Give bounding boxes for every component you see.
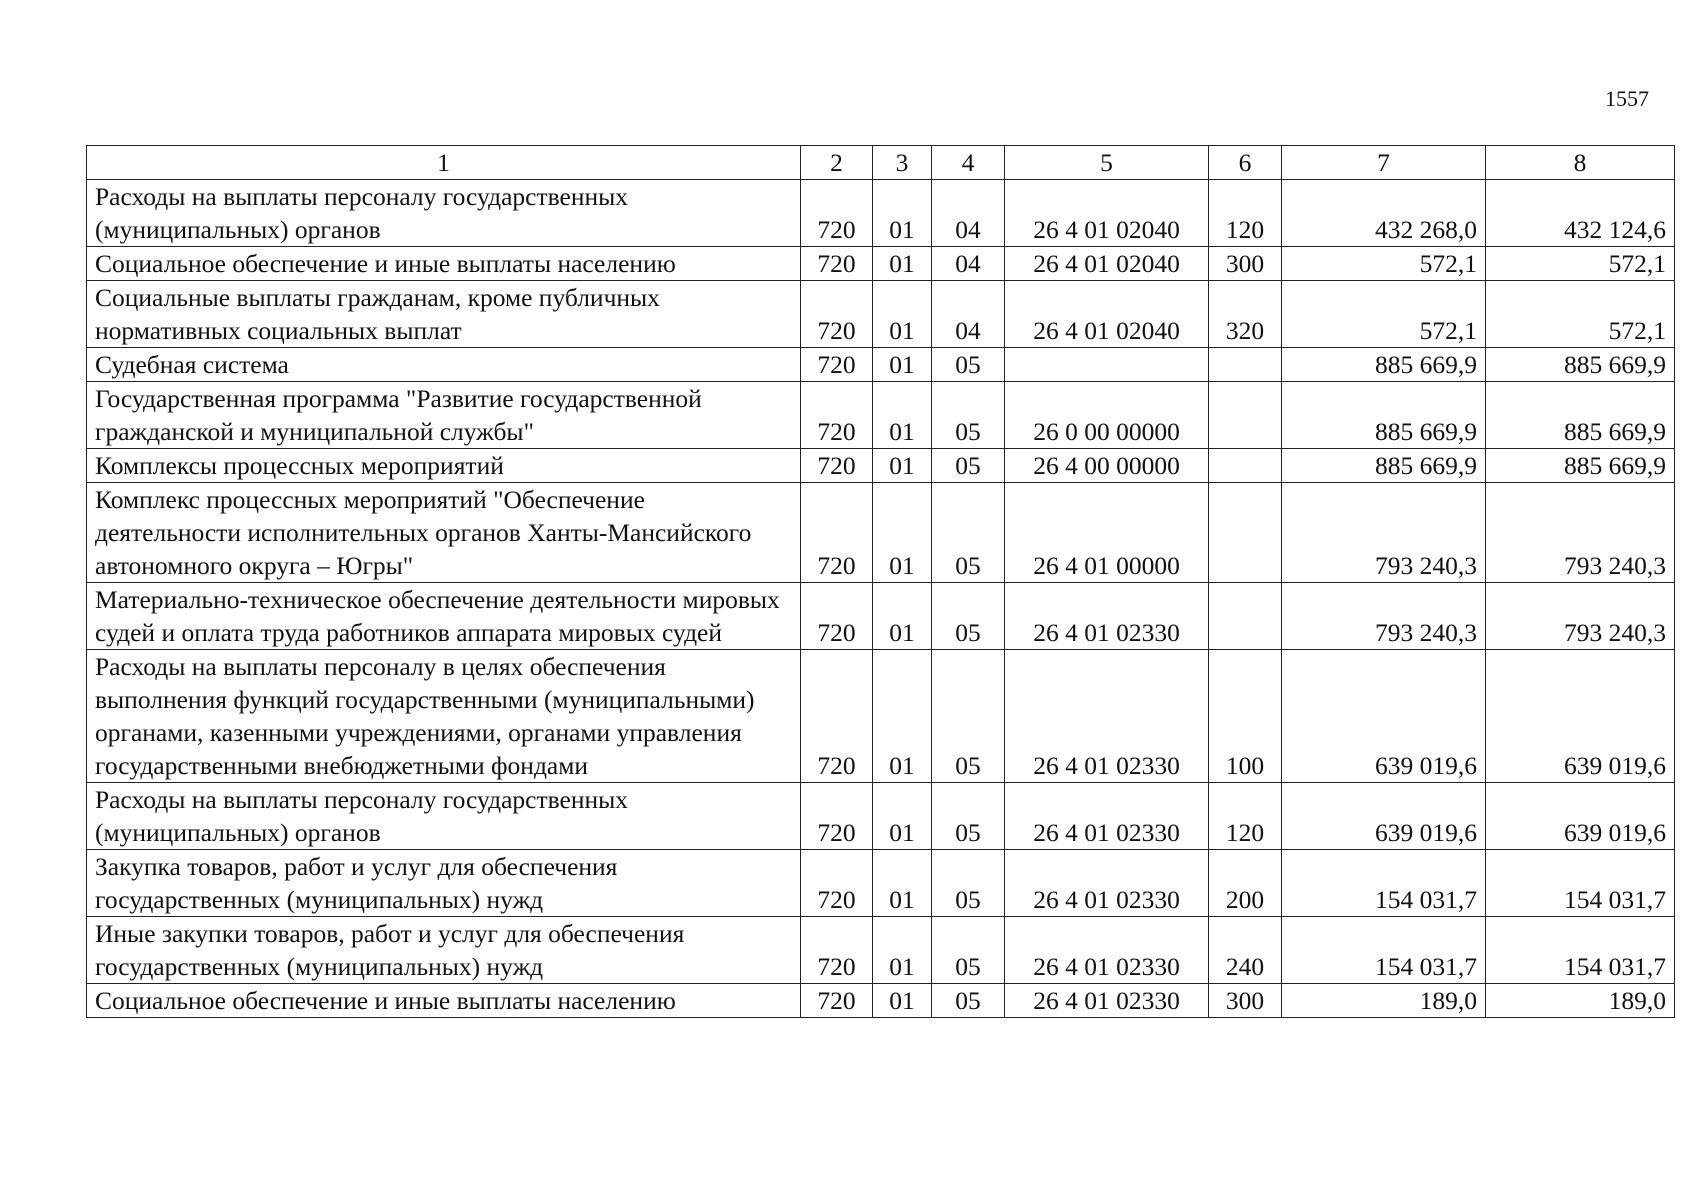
table-row bbox=[87, 247, 1675, 281]
cell-col-6 bbox=[1209, 382, 1282, 449]
cell-col-4: 04 bbox=[932, 180, 1005, 247]
column-header-4: 4 bbox=[932, 146, 1005, 180]
cell-col-2: 720 bbox=[801, 850, 873, 917]
cell-col-2: 720 bbox=[801, 449, 873, 483]
row-name-cell: Закупка товаров, работ и услуг для обеспечения государственных (муниципальных) нужд bbox=[87, 850, 801, 917]
table-row bbox=[87, 180, 1675, 247]
cell-col-3: 01 bbox=[873, 449, 932, 483]
cell-col-4: 05 bbox=[932, 850, 1005, 917]
cell-col-2: 720 bbox=[801, 650, 873, 783]
cell-col-8: 189,0 bbox=[1486, 984, 1675, 1018]
cell-col-8: 793 240,3 bbox=[1486, 583, 1675, 650]
cell-col-2: 720 bbox=[801, 917, 873, 984]
column-header-8: 8 bbox=[1486, 146, 1675, 180]
table-row bbox=[87, 483, 1675, 583]
cell-col-3: 01 bbox=[873, 917, 932, 984]
cell-col-3: 01 bbox=[873, 281, 932, 348]
row-name-cell: Материально-техническое обеспечение деятельности мировых судей и оплата труда работников аппарата мировых судей bbox=[87, 583, 801, 650]
table-row bbox=[87, 650, 1675, 783]
cell-col-4: 05 bbox=[932, 783, 1005, 850]
cell-col-2: 720 bbox=[801, 180, 873, 247]
cell-col-7: 885 669,9 bbox=[1282, 382, 1486, 449]
cell-col-8: 432 124,6 bbox=[1486, 180, 1675, 247]
row-name-cell: Иные закупки товаров, работ и услуг для обеспечения государственных (муниципальных) нужд bbox=[87, 917, 801, 984]
column-header-7: 7 bbox=[1282, 146, 1486, 180]
cell-col-4: 05 bbox=[932, 348, 1005, 382]
table-row bbox=[87, 783, 1675, 850]
cell-col-8: 885 669,9 bbox=[1486, 348, 1675, 382]
cell-col-7: 154 031,7 bbox=[1282, 917, 1486, 984]
cell-col-8: 572,1 bbox=[1486, 281, 1675, 348]
cell-col-8: 885 669,9 bbox=[1486, 382, 1675, 449]
cell-col-4: 05 bbox=[932, 449, 1005, 483]
cell-col-6: 200 bbox=[1209, 850, 1282, 917]
table-row bbox=[87, 984, 1675, 1018]
table-row bbox=[87, 281, 1675, 348]
row-name-cell: Расходы на выплаты персоналу государственных (муниципальных) органов bbox=[87, 180, 801, 247]
cell-col-2: 720 bbox=[801, 348, 873, 382]
column-header-3: 3 bbox=[873, 146, 932, 180]
cell-col-8: 639 019,6 bbox=[1486, 650, 1675, 783]
row-name-cell: Расходы на выплаты персоналу государственных (муниципальных) органов bbox=[87, 783, 801, 850]
header-row bbox=[87, 146, 1675, 180]
table-row bbox=[87, 382, 1675, 449]
table-row bbox=[87, 583, 1675, 650]
cell-col-5: 26 4 00 00000 bbox=[1005, 449, 1209, 483]
cell-col-2: 720 bbox=[801, 382, 873, 449]
page-number: 1557 bbox=[1605, 86, 1649, 111]
column-header-5: 5 bbox=[1005, 146, 1209, 180]
cell-col-6: 300 bbox=[1209, 984, 1282, 1018]
cell-col-7: 154 031,7 bbox=[1282, 850, 1486, 917]
row-name-cell: Социальное обеспечение и иные выплаты населению bbox=[87, 247, 801, 281]
cell-col-3: 01 bbox=[873, 984, 932, 1018]
cell-col-3: 01 bbox=[873, 247, 932, 281]
cell-col-6: 240 bbox=[1209, 917, 1282, 984]
cell-col-3: 01 bbox=[873, 180, 932, 247]
cell-col-6: 300 bbox=[1209, 247, 1282, 281]
cell-col-5: 26 4 01 02330 bbox=[1005, 650, 1209, 783]
budget-table bbox=[86, 145, 1675, 1018]
cell-col-2: 720 bbox=[801, 583, 873, 650]
row-name-cell: Социальные выплаты гражданам, кроме публичных нормативных социальных выплат bbox=[87, 281, 801, 348]
cell-col-7: 639 019,6 bbox=[1282, 650, 1486, 783]
cell-col-3: 01 bbox=[873, 850, 932, 917]
cell-col-4: 05 bbox=[932, 984, 1005, 1018]
cell-col-3: 01 bbox=[873, 783, 932, 850]
cell-col-5: 26 4 01 02330 bbox=[1005, 583, 1209, 650]
column-header-1: 1 bbox=[87, 146, 801, 180]
cell-col-5: 26 4 01 02330 bbox=[1005, 850, 1209, 917]
cell-col-3: 01 bbox=[873, 382, 932, 449]
cell-col-8: 154 031,7 bbox=[1486, 917, 1675, 984]
column-header-2: 2 bbox=[801, 146, 873, 180]
cell-col-3: 01 bbox=[873, 348, 932, 382]
cell-col-2: 720 bbox=[801, 483, 873, 583]
cell-col-5 bbox=[1005, 348, 1209, 382]
cell-col-7: 572,1 bbox=[1282, 247, 1486, 281]
cell-col-2: 720 bbox=[801, 247, 873, 281]
row-name-cell: Комплекс процессных мероприятий "Обеспечение деятельности исполнительных органов Ханты-Мансийского автономного округа – Югры" bbox=[87, 483, 801, 583]
row-name-cell: Государственная программа "Развитие государственной гражданской и муниципальной службы" bbox=[87, 382, 801, 449]
cell-col-2: 720 bbox=[801, 783, 873, 850]
row-name-cell: Социальное обеспечение и иные выплаты населению bbox=[87, 984, 801, 1018]
cell-col-2: 720 bbox=[801, 984, 873, 1018]
cell-col-8: 885 669,9 bbox=[1486, 449, 1675, 483]
cell-col-7: 885 669,9 bbox=[1282, 348, 1486, 382]
cell-col-5: 26 4 01 02330 bbox=[1005, 984, 1209, 1018]
cell-col-5: 26 0 00 00000 bbox=[1005, 382, 1209, 449]
cell-col-4: 05 bbox=[932, 917, 1005, 984]
table-row bbox=[87, 850, 1675, 917]
cell-col-8: 154 031,7 bbox=[1486, 850, 1675, 917]
cell-col-7: 189,0 bbox=[1282, 984, 1486, 1018]
cell-col-7: 639 019,6 bbox=[1282, 783, 1486, 850]
cell-col-7: 793 240,3 bbox=[1282, 583, 1486, 650]
cell-col-6: 320 bbox=[1209, 281, 1282, 348]
table-row bbox=[87, 449, 1675, 483]
cell-col-4: 05 bbox=[932, 650, 1005, 783]
cell-col-6 bbox=[1209, 483, 1282, 583]
cell-col-5: 26 4 01 02040 bbox=[1005, 281, 1209, 348]
cell-col-5: 26 4 01 02330 bbox=[1005, 917, 1209, 984]
cell-col-7: 432 268,0 bbox=[1282, 180, 1486, 247]
cell-col-4: 04 bbox=[932, 247, 1005, 281]
cell-col-2: 720 bbox=[801, 281, 873, 348]
cell-col-7: 572,1 bbox=[1282, 281, 1486, 348]
cell-col-3: 01 bbox=[873, 650, 932, 783]
table-body bbox=[87, 180, 1675, 1018]
cell-col-4: 05 bbox=[932, 382, 1005, 449]
column-header-6: 6 bbox=[1209, 146, 1282, 180]
table-row bbox=[87, 348, 1675, 382]
cell-col-5: 26 4 01 02330 bbox=[1005, 783, 1209, 850]
cell-col-5: 26 4 01 00000 bbox=[1005, 483, 1209, 583]
cell-col-4: 05 bbox=[932, 583, 1005, 650]
cell-col-6 bbox=[1209, 348, 1282, 382]
cell-col-6: 120 bbox=[1209, 783, 1282, 850]
cell-col-5: 26 4 01 02040 bbox=[1005, 180, 1209, 247]
cell-col-3: 01 bbox=[873, 583, 932, 650]
cell-col-4: 05 bbox=[932, 483, 1005, 583]
cell-col-6: 120 bbox=[1209, 180, 1282, 247]
cell-col-4: 04 bbox=[932, 281, 1005, 348]
cell-col-8: 572,1 bbox=[1486, 247, 1675, 281]
cell-col-3: 01 bbox=[873, 483, 932, 583]
cell-col-7: 885 669,9 bbox=[1282, 449, 1486, 483]
table-header bbox=[87, 146, 1675, 180]
row-name-cell: Расходы на выплаты персоналу в целях обеспечения выполнения функций государственными (муниципальными) органами, казенными учреждениями, органами управления государственными внебюджетными фондами bbox=[87, 650, 801, 783]
row-name-cell: Судебная система bbox=[87, 348, 801, 382]
cell-col-6: 100 bbox=[1209, 650, 1282, 783]
cell-col-8: 639 019,6 bbox=[1486, 783, 1675, 850]
row-name-cell: Комплексы процессных мероприятий bbox=[87, 449, 801, 483]
table-row bbox=[87, 917, 1675, 984]
cell-col-6 bbox=[1209, 449, 1282, 483]
cell-col-8: 793 240,3 bbox=[1486, 483, 1675, 583]
cell-col-7: 793 240,3 bbox=[1282, 483, 1486, 583]
cell-col-5: 26 4 01 02040 bbox=[1005, 247, 1209, 281]
cell-col-6 bbox=[1209, 583, 1282, 650]
